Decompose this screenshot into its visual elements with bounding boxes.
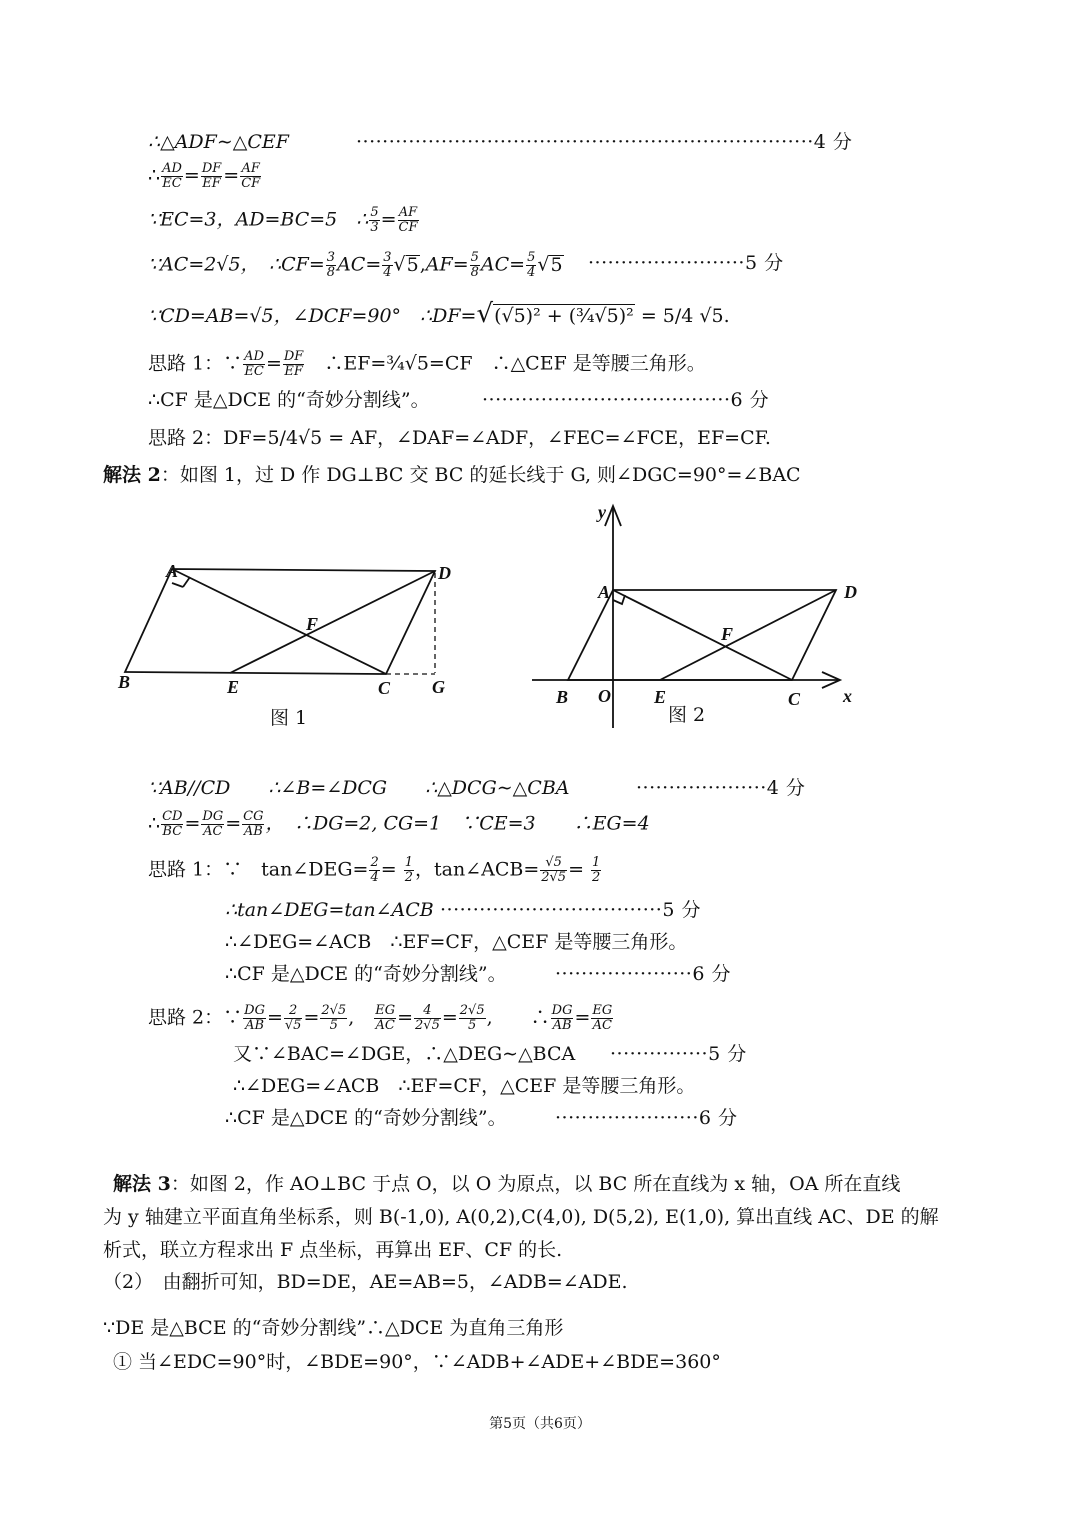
label-f: F	[721, 624, 734, 644]
score-4b: ····················4 分	[636, 777, 806, 799]
line-part2: （2） 由翻折可知，BD=DE，AE=AB=5，∠ADB=∠ADE.	[103, 1271, 628, 1293]
figure-1-caption: 图 1	[270, 707, 308, 729]
label-e: E	[227, 677, 240, 697]
line-idea1: 思路 1：∵ $\frac{AD}{EC}$ = $\frac{DF}{EF}$ ∴EF=¾√5=CF ∴△CEF 是等腰三角形。	[148, 349, 706, 379]
figure-2-caption: 图 2	[668, 704, 706, 726]
score-5b: ··································5 分	[440, 899, 701, 921]
line-df-value: ∵CD=AB=√5，∠DCF=90° ∴DF=√(√5)² + (¾√5)² = 5/4 √5.	[148, 299, 730, 329]
score-6c: ······················6 分	[555, 1107, 738, 1129]
line-tan: 思路 1：∵ tan∠DEG= $\frac{2}{4}$ = $\frac{1}{2}$ ，tan∠ACB= $\frac{√5}{2√5}$ = $\frac{1}{2}$	[148, 855, 601, 885]
line-method3: 解法 3：如图 2，作 AO⊥BC 于点 O，以 O 为原点，以 BC 所在直线为 x 轴，OA 所在直线	[113, 1173, 901, 1195]
segment-ac	[613, 590, 792, 680]
label-a: A	[166, 561, 179, 581]
line-conclusion-2: ∴CF 是△DCE 的“奇妙分割线”。	[225, 963, 507, 985]
line-ec-value: ∵EC=3，AD=BC=5 ∴ $\frac{5}{3}$ = $\frac{AF}{CF}$	[148, 205, 418, 235]
line-method3-end: 析式，联立方程求出 F 点坐标，再算出 EF、CF 的长.	[103, 1239, 563, 1261]
label-c: C	[378, 678, 391, 698]
label-d: D	[844, 582, 857, 602]
label-b: B	[556, 687, 569, 707]
score-5: ························5 分	[588, 252, 784, 274]
line-angle-equal-2: ∴∠DEG=∠ACB ∴EF=CF，△CEF 是等腰三角形。	[233, 1075, 696, 1097]
line-angle-equal: ∴∠DEG=∠ACB ∴EF=CF，△CEF 是等腰三角形。	[225, 931, 688, 953]
label-y: y	[598, 502, 606, 522]
line-case1: ① 当∠EDC=90°时，∠BDE=90°，∵∠ADB+∠ADE+∠BDE=360°	[113, 1351, 721, 1373]
figure-2	[528, 498, 868, 733]
score-5c: ···············5 分	[610, 1043, 747, 1065]
line-parallel: ∵AB//CD ∴∠B=∠DCG ∴△DCG∼△CBA	[148, 777, 570, 799]
label-x: x	[843, 686, 852, 706]
line-similar-triangles: ∴△ADF∼△CEF	[148, 131, 289, 153]
score-6: ······································6 分	[482, 389, 770, 411]
label-a: A	[598, 582, 611, 602]
label-f: F	[306, 614, 319, 634]
line-idea2-ratio: 思路 2：∵ $\frac{DG}{AB}$ = $\frac{2}{√5}$ = $\frac{2√5}{5}$ , $\frac{EG}{AC}$ = $\frac{4}{2√5}$ = $\frac{2√5}{5}$ , ∴ $\frac{DG}{AB}$ = $\frac{EG}{AC}$	[148, 1003, 613, 1033]
line-tan-equal: ∴tan∠DEG=tan∠ACB	[225, 899, 434, 921]
right-angle-mark	[172, 583, 183, 587]
line-idea2: 思路 2：DF=5/4√5 = AF，∠DAF=∠ADF，∠FEC=∠FCE，EF=CF.	[148, 427, 771, 449]
right-angle-mark	[613, 595, 625, 604]
label-b: B	[118, 672, 131, 692]
segment-de	[230, 571, 435, 673]
score-6b: ·····················6 分	[555, 963, 731, 985]
line-ratio: ∴ $\frac{AD}{EC}$ = $\frac{DF}{EF}$ = $\frac{AF}{CF}$	[148, 161, 261, 191]
line-similar-2: 又∵∠BAC=∠DGE，∴△DEG∼△BCA	[233, 1043, 576, 1065]
page-footer: 第5页（共6页）	[489, 1416, 591, 1432]
line-conclusion: ∴CF 是△DCE 的“奇妙分割线”。	[148, 389, 430, 411]
label-d: D	[438, 563, 451, 583]
label-o: O	[598, 686, 611, 706]
line-conclusion-3: ∴CF 是△DCE 的“奇妙分割线”。	[225, 1107, 507, 1129]
score-4: ······································································4 分	[356, 131, 853, 153]
label-e: E	[654, 687, 667, 707]
line-right-triangle: ∵DE 是△BCE 的“奇妙分割线”∴△DCE 为直角三角形	[103, 1317, 564, 1339]
line-ac-value: ∵AC=2√5， ∴CF= $\frac{3}{8}$ AC= $\frac{3}{4}$ √5,AF= $\frac{5}{8}$ AC= $\frac{5}{4}$ √5	[148, 250, 563, 280]
segment-ac	[172, 569, 386, 674]
label-c: C	[788, 689, 801, 709]
line-ratio-2: ∴ $\frac{CD}{BC}$ = $\frac{DG}{AC}$ = $\frac{CG}{AB}$ ， ∴DG=2, CG=1 ∵CE=3 ∴EG=4	[148, 809, 650, 839]
segment-de	[660, 590, 836, 680]
label-g: G	[432, 677, 445, 697]
line-method3-coords: 为 y 轴建立平面直角坐标系，则 B(-1,0), A(0,2),C(4,0), D(5,2), E(1,0), 算出直线 AC、DE 的解	[103, 1206, 939, 1228]
line-method2: 解法 2：如图 1，过 D 作 DG⊥BC 交 BC 的延长线于 G, 则∠DGC=90°=∠BAC	[103, 464, 801, 486]
